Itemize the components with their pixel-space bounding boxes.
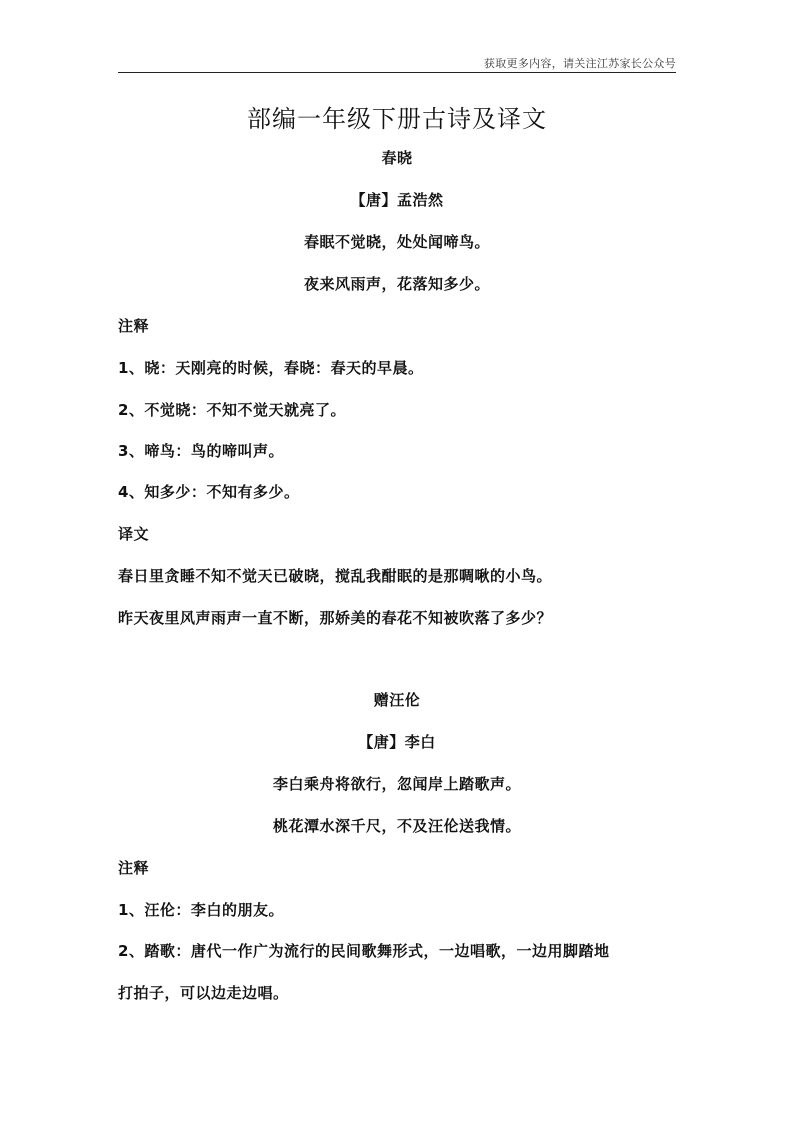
header-note: 获取更多内容，请关注江苏家长公众号 — [483, 57, 676, 70]
poem2-notes-heading: 注释 — [118, 859, 150, 877]
poem2-note: 2、踏歌：唐代一作广为流行的民间歌舞形式，一边唱歌，一边用脚踏地 — [118, 942, 610, 960]
poem1-translation-line: 春日里贪睡不知不觉天已破晓，搅乱我酣眠的是那啁啾的小鸟。 — [118, 567, 553, 585]
poem2-line: 李白乘舟将欲行，忽闻岸上踏歌声。 — [272, 775, 521, 793]
header-divider — [118, 72, 676, 73]
poem2-note: 打拍子，可以边走边唱。 — [118, 984, 289, 1002]
poem1-note: 1、晓：天刚亮的时候，春晓：春天的早晨。 — [118, 359, 424, 377]
poem1-notes-heading: 注释 — [118, 317, 150, 335]
poem1-translation-heading: 译文 — [118, 525, 150, 543]
poem1-line: 夜来风雨声，花落知多少。 — [303, 275, 490, 293]
poem1-author: 【唐】孟浩然 — [350, 191, 444, 209]
poem2-title: 赠汪伦 — [373, 691, 421, 709]
poem1-note: 3、啼鸟：鸟的啼叫声。 — [118, 442, 284, 460]
poem2-author: 【唐】李白 — [358, 733, 436, 751]
poem1-note: 4、知多少：不知有多少。 — [118, 483, 300, 501]
poem1-note: 2、不觉晓：不知不觉天就亮了。 — [118, 401, 346, 419]
poem1-translation-line: 昨天夜里风声雨声一直不断，那娇美的春花不知被吹落了多少？ — [118, 609, 553, 627]
poem2-line: 桃花潭水深千尺，不及汪伦送我情。 — [272, 817, 521, 835]
document-title: 部编一年级下册古诗及译文 — [247, 105, 547, 133]
poem2-note: 1、汪伦：李白的朋友。 — [118, 901, 284, 919]
poem1-line: 春眠不觉晓，处处闻啼鸟。 — [303, 233, 490, 251]
poem1-title: 春晓 — [381, 149, 413, 167]
